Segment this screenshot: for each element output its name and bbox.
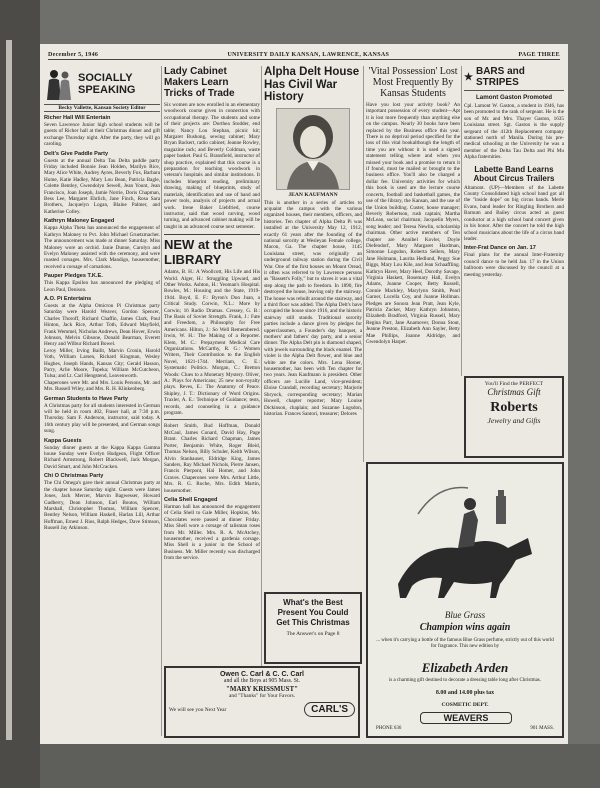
- society-item-head: German Students to Have Party: [44, 395, 128, 402]
- library-body: Adams, B. H.: A Woollcott, His Life and His World. Alger, H.: Struggling Upward, and Other Works. Ashton, H.: Yeoman's Hospital. Bowles, M.: Housing and the State, 1919-1944. Boyd, E. F.: Byron's Don Juan, a Critical Study. Corwin, N.L.: More by Corwin; 16 Radio Dramas. Cressey, G. B.: The Basis of Soviet Strength. Frank, J.: Fate and Freedom, a Philosophy for Free Americans. Hilton, J.: So Well Remembered. Irwin, W. H.: The Making of a Reporter. Klem, M. C.: Prepayment Medical Care Organizations. McCarthy, R. G.: Women Writers, Their Contribution to the English Novel, 1621-1744. Merriam, C. E.: Systematic Politics. Morgan, C.: Bretton Woods: Clues to a Monetary Mystery. Oliver, A.: Plays for Americans; 25 new non-royalty plays. Reves, E.: The Anatomy of Peace. Shipley, J. T.: Dictionary of Word Origins. Traxler, A. E.: Technique of Guidance; tests, records, and counseling in a guidance program.: [164, 269, 260, 417]
- column-bars-stripes: [464, 66, 564, 376]
- ad-roberts-name: Roberts: [490, 400, 538, 415]
- interfrat-body: Final plans for the annual Inter-Fraternity council dance to be held Jan. 17 in the Union ballroom were discussed by the council at a meeting yesterday.: [464, 252, 564, 278]
- column-alpha-delt: [264, 66, 362, 586]
- society-item-body: A Christmas party for all students interested in German will be held in room 402, Fraser hall, at 7:30 p.m. Thursday. Sam F. Anderson, instructor, said today. A 16th century play will be presented, and German songs sung.: [44, 402, 160, 435]
- society-item-head: Kathryn Maloney Engaged: [44, 218, 115, 225]
- masthead-date: December 5, 1946: [48, 51, 99, 58]
- ad-arden-desc2: is a charming gift destined to decorate a dressing table long after Christmas.: [388, 678, 542, 683]
- column-vital: [366, 66, 460, 406]
- masthead-page: PAGE THREE: [518, 51, 560, 58]
- newspaper-page: [40, 44, 568, 744]
- labette-headline: Labette Band Learns About Circus Trailers: [473, 164, 555, 183]
- column-rule: [261, 66, 262, 666]
- bars-headline: BARS and STRIPES: [475, 66, 525, 88]
- bars-header: [464, 66, 564, 91]
- society-item-body: Sunday dinner guests at the Kappa Kappa Gamma house Sunday were Evelyn Hudgeon, Flight Officer Richard Armstrong, Robert Blackwell, Jack Morgan, David Smart, and John McCracken.: [44, 444, 160, 470]
- ad-arden-brand: Elizabeth Arden: [421, 660, 509, 675]
- society-item-body: Guests at the Alpha Omicron Pi Christmas party Saturday were Harold Weaver, Gordon Spencer, Charles Thoroff, Richard Chaffin, James Clark, Paul Hinton, Jack Rice, Arthur Toth, Edward Mayfield, Frank Wemmel, Nicholas Andrews, Dean Hover, Erwin Johnson, Melvin Gibsone, Donald Bearman, Everett Henry and Wilbur Richard Bowel.: [44, 302, 160, 348]
- ad-arden-phone: PHONE 636: [376, 726, 402, 731]
- masthead-title: UNIVERSITY DAILY KANSAN, LAWRENCE, KANSAS: [227, 51, 390, 58]
- vital-headline: 'Vital Possession' Lost Most Frequently By Kansas Students: [368, 66, 458, 99]
- society-item-head: Delt's Give Paddle Party: [44, 150, 109, 157]
- ad-carls-clothiers: [164, 666, 360, 738]
- ad-what-line3: Get This Christmas: [276, 618, 350, 627]
- library-headline: NEW at the LIBRARY: [164, 234, 260, 267]
- ad-roberts-line4: Jewelry and Gifts: [487, 416, 541, 425]
- ad-owen-line5: We will see you Next Year: [169, 706, 227, 713]
- ad-roberts-line2: Christmas Gift: [487, 387, 541, 397]
- society-title-1: SOCIALLY: [78, 72, 133, 84]
- society-item-body: The Chi Omega's gave their annual Christmas party at the chapter house Saturday night. Guests were James Jones, Jack Mercer, Marvin Bagwesser, Howard Gadberry, Dean Johnson, Earl Boutos, William Marshall, Christopher Thomas, William Spencer, Bentley Nelson, William Haskell, Harlan Lill, Arthur Hoffman, Ernest J. Rios, Ralph Hedges, Dave Stimson, Russell Jay Atkinson.: [44, 480, 160, 532]
- ad-owen-line4: and "Thanks" for Your Favors.: [228, 693, 296, 699]
- ad-what-line4: The Answer's on Page 8: [286, 631, 340, 637]
- column-rule: [363, 66, 364, 462]
- couple-illustration-icon: [44, 67, 74, 101]
- ad-owen-line1: Owen C. Carl & C. C. Carl: [219, 671, 305, 678]
- carls-logo: CARL'S: [304, 702, 355, 717]
- ad-owen-line3: "MARY KRISSMUST": [225, 685, 299, 693]
- vital-body: Have you lost your activity book? An important possession of every student—Apt it is lost more frequently than anything else on the campus. Nearly 30 books have been replaced by the Business office this year. There is no deprival period specified for the loss of this vital bookalthough the length of time you are without it is used a signed statement telling where and when you missed your book and a promise to return it if found, must be mailed or brought to the business office. You'll also be charged a dollar fee. University activities for which this book is used are the lecture course concerts, football and basketball games, the use of the library, the Kansan, and the use of the Union building. Custer, house manager; Beverly Robertson, rush captain; Martha McLean, social chairman; Jacquelin Myers, song leader; and Teresa Newlin, scholarship chairman. Other active members of Ten chapter are Annibel Kovler, Doyle Diefendorf, Mary Margaret Hardman, Simonne Logsdon, Roberta Sellers, Mary Jane Holmann, Laurita Hedlund, Peggy Sue Biggs, Mary Lou Kile, and Jean Schaaffling. Kathryn Haver, Mary Heel, Dorothy Savage, Virginia Haskett, Rosemary Hall, Evelyn Adams, Joanne Cooper, Betty Russell, Connie Mackley, Marylynn Smith, Pearl Garner, Lucella Coy, and Joanne Hollman. Pledges are Sonora Jean Pratt, Jean Kyle, Patricia Zucker, Mary Kathryn Johnston, Elizabeth Bradford, Virginia Russell, Mary Regina Parr, Jane Anamover, Donna Stout, Jeanne Preston, Elizabeth Ann Sayler, Betty Mae Phillips, Joanne Aldridge, and Gwendolyn Harper.: [366, 102, 460, 346]
- ad-arden-address: 901 MASS.: [530, 726, 554, 731]
- society-item-head: A.O. Pi Entertains: [44, 295, 92, 302]
- society-item-body: Leroy Miller, Irving Bailit, Marvin Cronin, Harold Voth, William Larsen, Richard Kingman, Wesley Hughes, Joseph Hands, Kansas City; Gerald Hasson, Parry, Arlie Moore, Topeka; William McCutcheon, Tulsa; and Lt. Carl Hengstend, Leavenworth.: [44, 347, 160, 380]
- divider: [164, 419, 260, 420]
- interfrat-headline: Inter-Frat Dance on Jan. 17: [464, 245, 536, 252]
- society-item-head: Pauper Pledges T.K.E.: [44, 273, 103, 280]
- society-item-head: Richer Hall Will Entertain: [44, 115, 111, 121]
- gaston-headline: Lamont Gaston Promoted: [476, 94, 552, 101]
- ad-owen-footer: [169, 702, 355, 717]
- ad-arden-champion: Champion wins again: [419, 622, 511, 633]
- col2-tail-body: Robert Smith, Bud Hoffman, Donald McCaul, James Conard, David Hay, Page Brant. Charles Richard Chapman, James Porter, Benjamin White, Roger Bleid, Thomas Nelson, Billy Schuler, Keith Wilson, Alvin Stanhauser, Eldridge King, James Sanders, Ray Michael Nichols, Pierre Jansen, Francis Pierpont, Hal Homer, and John Graves. Chaperones were Mrs. Arthur Little, Mrs. R. G. Roche, Mrs. Edith Martin, housemother.: [164, 423, 260, 494]
- ad-best-present: [264, 592, 362, 664]
- society-items: [44, 115, 160, 532]
- lady-body: Six women are now enrolled in an elementary woodwork course given in connection with occupational therapy. The students and some of their projects are: Dorthea Stodder, end table; Nancy Lou Stephan, picnic kit; Margaret Bushong, sewing cabinet; Mary Bryan Backert, radio cabinet; Jeanne Rowley, magazine rack; and Beverly Coldman, waste paper basket. Paul G. Bransfield, instructor of shop practice, explained that this course is a preparation for teaching woodwork in veteran's hospitals and similar institutions. It includes blueprint reading, preliminary drawing, making of blueprints, study of materials, identification and use of hand and power tools, analysis of projects and actual work. Irene Baker Liebfried, course instructor, said that wood carving, wood turning, and advanced cabinet making will be taught in an advanced course next semester.: [164, 102, 260, 230]
- society-header: [44, 66, 160, 102]
- column-rule: [161, 66, 162, 736]
- society-item-head: Chi O Christmas Party: [44, 473, 104, 480]
- portrait-photo: [276, 108, 350, 190]
- ad-arden-price: 8.00 and 14.00 plus tax: [435, 690, 495, 696]
- society-item-head: Kappa Guests: [44, 437, 82, 444]
- society-item-body: Guests at the annual Delta Tau Delta paddle party Friday included Bonnie Jean Holden, Marilyn Rice, Mary Alice White, Audrey Ayres, Beverly Fox, Barbara Hume, Katie Hadley, Mary Lou Bean, Patricia Bagle, Colette Bentley, Gwendolyn Sewell, Jean Yount, Jean Francisco, Joan Joseph, Jamie Norrie, Doris Chapman, Bess Lee, Margaret Ehrlich, Jane Finch, Rosa Sara Brothers, Jacquelyn Logan, Blaine Palmer, and Katherine Colley.: [44, 157, 160, 215]
- horse-rider-illustration-icon: [378, 474, 554, 604]
- society-item-body: Chaperones were Mr. and Mrs. Louis Persons, Mr. and Mrs. Russell Wiley, and Mrs. R. H. Klinkenberg.: [44, 379, 160, 393]
- weavers-logo: WEAVERS: [420, 712, 512, 724]
- ad-roberts-line1: You'll Find the PERFECT: [484, 381, 544, 387]
- binder-edge: [0, 0, 40, 788]
- ad-arden-dept: COSMETIC DEPT.: [441, 702, 489, 708]
- gaston-body: Cpl. Lamont W. Gaston, a student in 1946, has been promoted to the rank of sergeant. He is the son of Mr. and Mrs. Thayer Gaston, 1635 Louisiana street. Sgt. Gaston is the supply sergeant of the 412th Replacement company stationed north of Manila. During his pre-medical schooling at the University he was a member of the Delta Tau Delta and Phi Mu Alpha fraternities.: [464, 103, 564, 161]
- ad-what-line2: Present You Could: [277, 608, 349, 617]
- ad-elizabeth-arden: [366, 462, 564, 738]
- society-title-2: SPEAKING: [78, 84, 136, 96]
- ad-owen-line2: and all the Boys at 905 Mass. St.: [223, 678, 301, 684]
- alpha-headline: Alpha Delt House Has Civil War History: [264, 66, 360, 103]
- celia-body: Harman hall has announced the engagement of Celia Shell to Gale Miller, Hopkins, Mo. Chocolates were passed at dinner Friday. Miss Shell wore a corsage of talisman roses from Mr. Miller. Mrs. R. A. McAtchey, housemother, received a gardenia corsage. Miss Shell is a junior in the School of Business. Mr. Miller recently was discharged from the service.: [164, 503, 260, 562]
- ad-arden-desc: ... when it's carrying a bottle of the famous Blue Grass perfume, strictly out of this world for fragrance. This new edition by: [376, 638, 554, 649]
- column-society: [44, 66, 160, 736]
- binder-strip: [6, 40, 12, 740]
- masthead: [48, 50, 560, 60]
- society-item-body: Seven Lawrence Junior high school students will be guests of Richer hall at their Christmas dinner and gift exchange Thursday night. After the party, they will go caroling.: [44, 122, 160, 148]
- column-lady-library: [164, 66, 260, 736]
- column-rule: [461, 66, 462, 376]
- star-icon: ★: [464, 71, 473, 83]
- labette-body: Altamont. (UP)—Members of the Labette County Consolidated high school band got all the "inside dope" on big circus bands. Merle Evans, band leader for Ringling Brothers and Barnum and Bailey circus acted as guest conductor at a high school band concert given in his honor. After the concert he told the high school musicians about the life of a circus band leader.: [464, 184, 564, 242]
- ad-arden-bluegrass: Blue Grass: [444, 610, 486, 620]
- society-item-body: This Kappa Epsilon has announced the pledging of Leon Paul, Denison.: [44, 280, 160, 293]
- society-item-body: Kappa Alpha Theta has announced the engagement of Kathryn Maloney to Pvt. John Michael Gruetzmacher. The announcement was made at dinner Saturday. Miss Maloney wore an orchid. Janie Dunne, Carolyn and Evelyn Maloney assisted with the ceremony, and were roasted corsages. Mrs. Clark Mandigo, housemother, received a corsage of carnations.: [44, 225, 160, 270]
- celia-headline: Celia Shell Engaged: [164, 496, 218, 503]
- ad-what-line1: What's the Best: [283, 598, 343, 607]
- woman-portrait-icon: [277, 109, 349, 189]
- ad-roberts-jewelry: [464, 376, 564, 458]
- scan-shadow: [40, 744, 600, 788]
- society-byline: Becky Vallette, Kansan Society Editor: [44, 104, 160, 112]
- alpha-body: This is another in a series of articles to acquaint the campus with the various organized houses, their members, officers, and histories. Ten chapter of Alpha Delta Pi was installed at the University May 12, 1912, exactly 61 years after the founding of the national sorority at Wesleyan Female college, Macon, Ga. The chapter house, 1145 Louisiana street, was originally an underground railway station during the Civil War. One of the first houses on Mount Oread, it often was referred to by Lawrence persons as "Bassett's Folly," but to slaves it was a vital step along the path to freedom. In 1890, fire destroyed the house, leaving only the stairway. The house was rebuilt around the stairway, and a third floor was added. The Alpha Delt's have occupied the house since 1916, and the historic stairway still stands. Traditional sorority parties include a dance given by pledges for upperclassmen, a Founder's day banquet, a mothers' and fathers' day party, and a senior dinner. The Alpha Delt pin is diamond shaped, with jewels surrounding the black enamel. The violet is the Alpha Delt flower, and blue and white are the colors. Mrs. Lena Horner, housemother, has been with Ten chapter for two years. Jean Kaufmann is president. Other officers are Lucille Land, vice-president; Eloise Crandall, recording secretary; Marjorie Shryock, corresponding secretary; Marian Howell, chapter reporter; Mary Louise Dickinson, chaplain; and Suzanne Logsdon, historian. Frances Santori, treasurer; Delores: [264, 199, 362, 417]
- lady-headline: Lady Cabinet Makers Learn Tricks of Trade: [164, 66, 235, 99]
- photo-caption: JEAN KAUFMANN: [288, 191, 338, 198]
